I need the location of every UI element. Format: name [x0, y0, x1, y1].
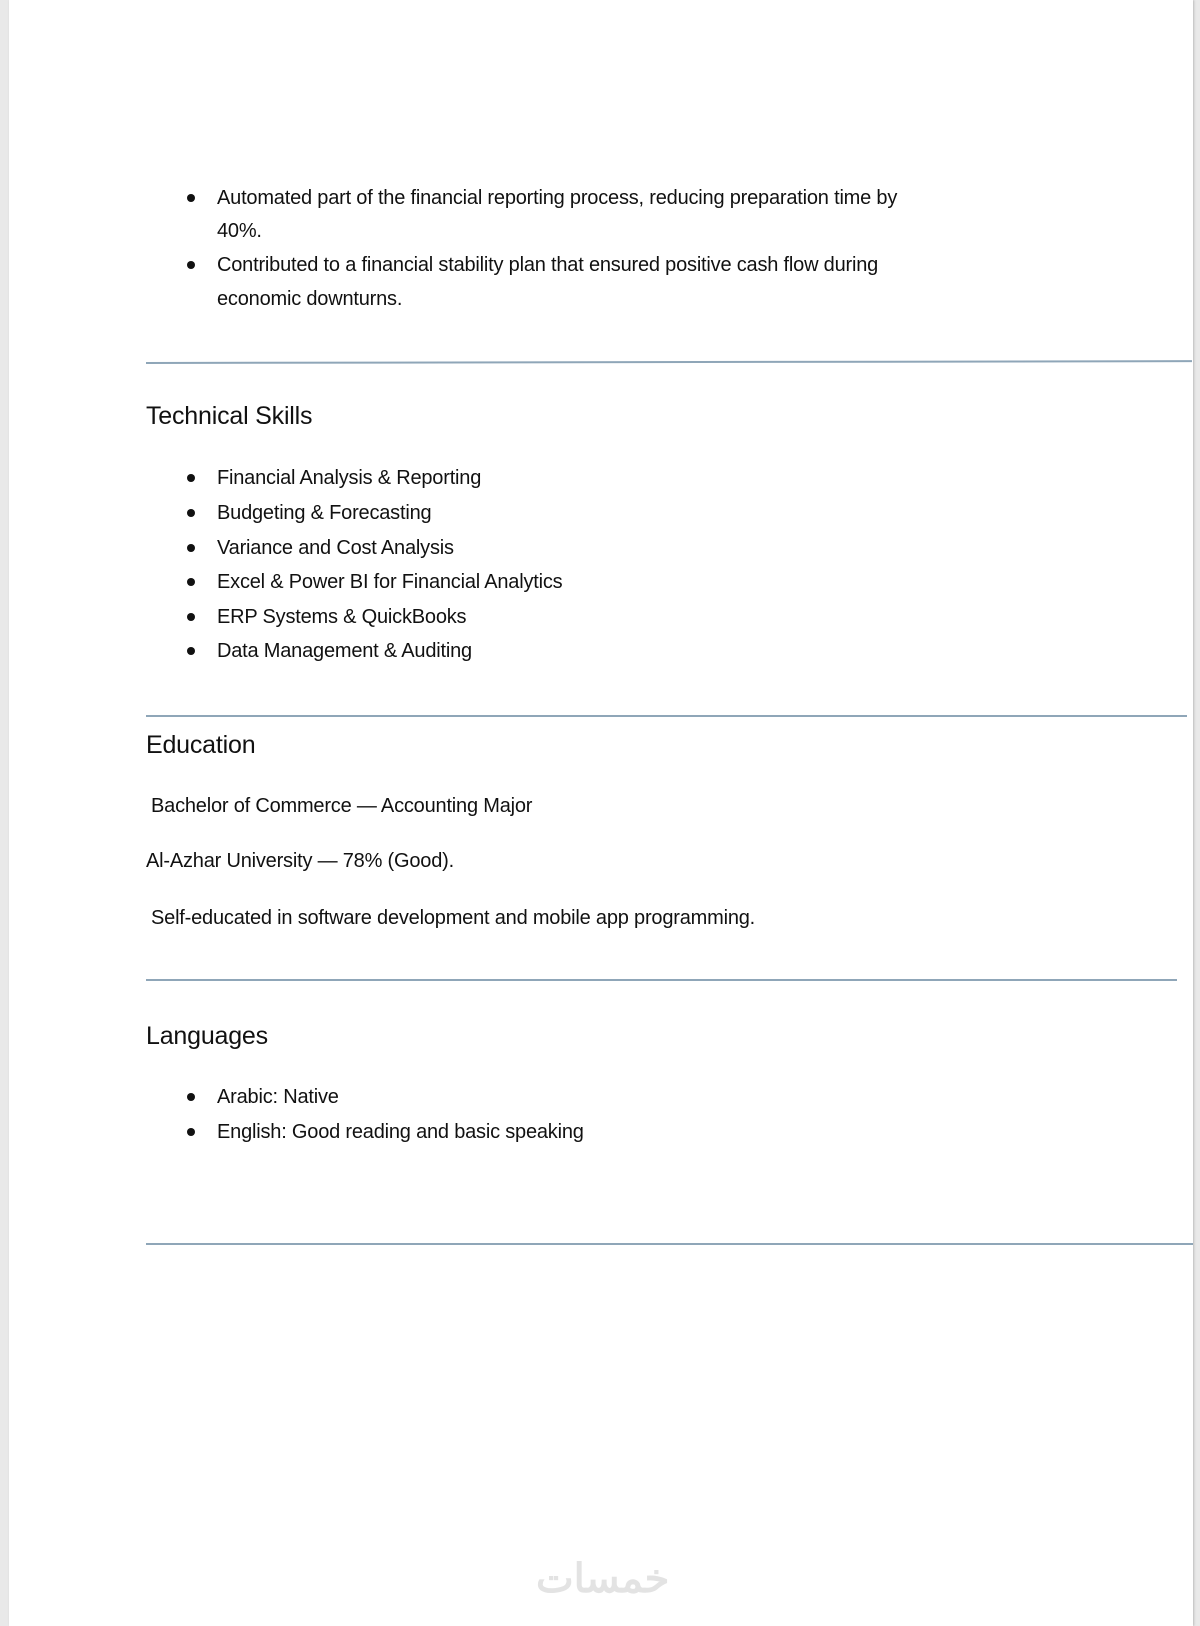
bullet-icon [187, 578, 195, 586]
experience-bullet-line: Automated part of the financial reporting process, reducing preparation time by [217, 187, 898, 209]
education-university: Al-Azhar University — 78% (Good). [146, 850, 454, 872]
section-divider [146, 715, 1187, 717]
bullet-icon [187, 544, 195, 552]
bullet-icon [187, 613, 195, 621]
document-page [9, 0, 1193, 1626]
section-title-education: Education [146, 731, 256, 759]
skill-item: Financial Analysis & Reporting [217, 467, 482, 489]
section-title-technical-skills: Technical Skills [146, 402, 313, 430]
skill-item: Data Management & Auditing [217, 640, 472, 662]
experience-bullet-line: economic downturns. [217, 288, 403, 310]
bullet-icon [187, 474, 195, 482]
experience-bullet-line: 40%. [217, 220, 262, 242]
section-divider [146, 979, 1177, 981]
watermark-logo: خمسات [536, 1557, 670, 1601]
skill-item: ERP Systems & QuickBooks [217, 606, 467, 628]
section-divider [146, 1243, 1193, 1245]
section-divider [146, 360, 1192, 364]
bullet-icon [187, 509, 195, 517]
education-self-study: Self-educated in software development and mobile app programming. [151, 907, 756, 929]
bullet-icon [187, 647, 195, 655]
section-title-languages: Languages [146, 1022, 268, 1050]
bullet-icon [187, 261, 195, 269]
bullet-icon [187, 1128, 195, 1136]
experience-bullet-line: Contributed to a financial stability plan that ensured positive cash flow during [217, 254, 879, 276]
language-item: English: Good reading and basic speaking [217, 1121, 584, 1143]
bullet-icon [187, 194, 195, 202]
skill-item: Budgeting & Forecasting [217, 502, 432, 524]
education-degree: Bachelor of Commerce — Accounting Major [151, 795, 533, 817]
skill-item: Excel & Power BI for Financial Analytics [217, 571, 563, 593]
bullet-icon [187, 1093, 195, 1101]
language-item: Arabic: Native [217, 1086, 339, 1108]
skill-item: Variance and Cost Analysis [217, 537, 454, 559]
